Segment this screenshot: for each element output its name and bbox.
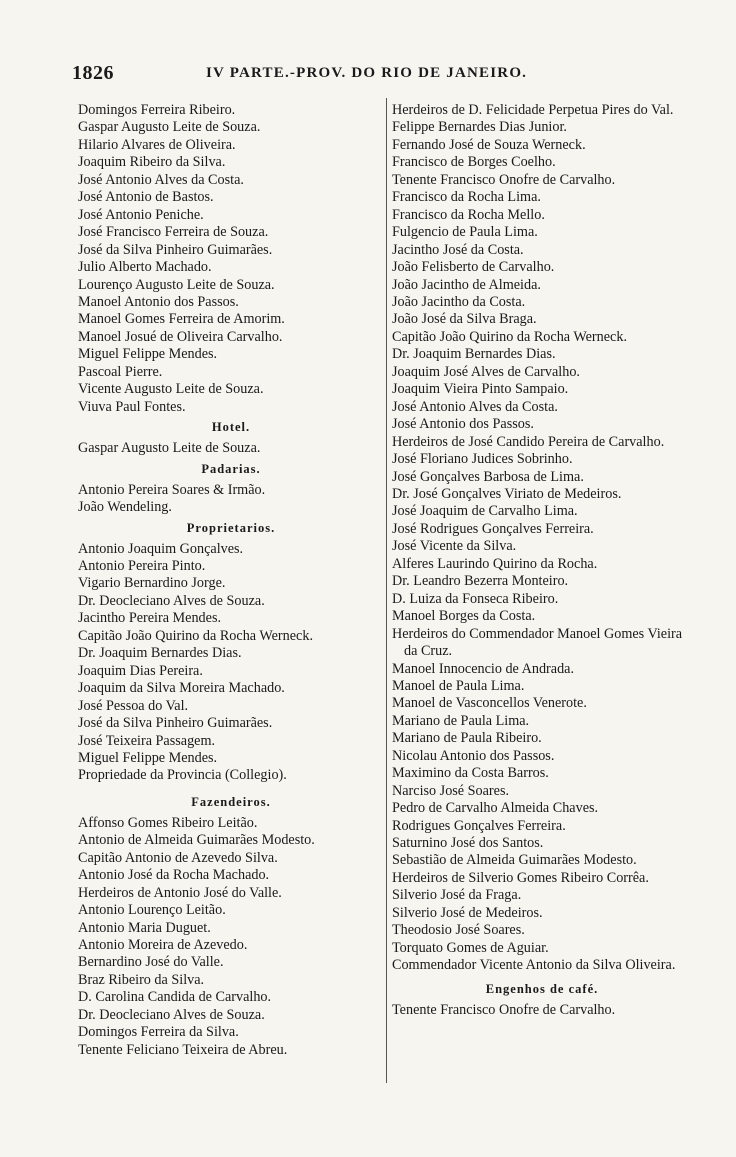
section-heading-engenhos: Engenhos de café.	[485, 981, 599, 996]
list-item: Commendador Vicente Antonio da Silva Oliveira.	[392, 957, 676, 974]
list-item: Domingos Ferreira da Silva.	[78, 1024, 239, 1041]
section-heading-fazendeiros: Fazendeiros.	[191, 794, 271, 809]
list-item: José Teixeira Passagem.	[78, 732, 216, 749]
list-item: Manoel Innocencio de Andrada.	[392, 660, 575, 677]
list-item: Silverio José de Medeiros.	[392, 904, 543, 921]
list-item: Alferes Laurindo Quirino da Rocha.	[392, 555, 598, 572]
list-item: José Antonio Peniche.	[78, 206, 204, 223]
spacer	[78, 785, 384, 791]
list-item: Nicolau Antonio dos Passos.	[392, 747, 555, 764]
list-item: João Jacintho de Almeida.	[392, 276, 541, 293]
list-item: Antonio Joaquim Gonçalves.	[78, 540, 244, 557]
list-item: Dr. Deocleciano Alves de Souza.	[78, 1006, 265, 1023]
list-item: Joaquim Vieira Pinto Sampaio.	[392, 381, 569, 398]
running-head: IV PARTE.-PROV. DO RIO DE JANEIRO.	[206, 65, 528, 81]
list-item: Julio Alberto Machado.	[78, 259, 212, 276]
list-item: Rodrigues Gonçalves Ferreira.	[392, 817, 566, 834]
list-item: Theodosio José Soares.	[392, 922, 525, 939]
list-item: Gaspar Augusto Leite de Souza.	[78, 119, 261, 136]
list-item: Fernando José de Souza Werneck.	[392, 136, 586, 153]
list-item: Hilario Alvares de Oliveira.	[78, 136, 236, 153]
list-item: Capitão Antonio de Azevedo Silva.	[78, 849, 278, 866]
list-item: Dr. José Gonçalves Viriato de Medeiros.	[392, 485, 622, 502]
list-item: Silverio José da Fraga.	[392, 887, 522, 904]
list-item: Dr. Leandro Bezerra Monteiro.	[392, 573, 569, 590]
top-entry-list	[78, 102, 384, 416]
column-divider	[386, 98, 387, 1083]
section-heading-hotel: Hotel.	[211, 420, 251, 435]
list-item: Francisco da Rocha Mello.	[392, 206, 545, 223]
list-item: Dr. Joaquim Bernardes Dias.	[78, 645, 242, 662]
hotel-list	[78, 440, 384, 457]
list-item: Antonio José da Rocha Machado.	[78, 867, 270, 884]
list-item: Pascoal Pierre.	[78, 363, 163, 380]
list-item: Narciso José Soares.	[392, 782, 510, 799]
list-item: Joaquim José Alves de Carvalho.	[392, 363, 580, 380]
list-item: Capitão João Quirino da Rocha Werneck.	[78, 627, 313, 644]
section-heading-padarias: Padarias.	[201, 461, 261, 476]
list-item: Miguel Felippe Mendes.	[78, 346, 218, 363]
list-item: João Jacintho da Costa.	[392, 293, 526, 310]
right-entry-list	[392, 102, 692, 975]
list-item: Fulgencio de Paula Lima.	[392, 224, 538, 241]
list-item: Antonio Moreira de Azevedo.	[78, 937, 248, 954]
list-item: Antonio Pereira Pinto.	[78, 557, 206, 574]
list-item: Manoel de Vasconcellos Venerote.	[392, 695, 587, 712]
list-item: José da Silva Pinheiro Guimarães.	[78, 241, 273, 258]
list-item: Miguel Felippe Mendes.	[78, 749, 218, 766]
list-item: José Gonçalves Barbosa de Lima.	[392, 468, 584, 485]
page-number: 1826	[72, 62, 114, 84]
list-item: Francisco da Rocha Lima.	[392, 189, 541, 206]
proprietarios-list	[78, 541, 384, 785]
fazendeiros-list	[78, 815, 384, 1059]
list-item: Propriedade da Provincia (Collegio).	[78, 767, 287, 784]
list-item: D. Carolina Candida de Carvalho.	[78, 989, 272, 1006]
list-item: Manoel Borges da Costa.	[392, 608, 536, 625]
list-item: Tenente Francisco Onofre de Carvalho.	[392, 1001, 616, 1018]
list-item: Pedro de Carvalho Almeida Chaves.	[392, 800, 599, 817]
list-item: João Wendeling.	[78, 499, 172, 516]
list-item: José Antonio Alves da Costa.	[392, 398, 558, 415]
list-item: Manoel Antonio dos Passos.	[78, 293, 239, 310]
list-item: João José da Silva Braga.	[392, 311, 537, 328]
list-item: Herdeiros do Commendador Manoel Gomes Vieira da Cruz.	[392, 625, 683, 660]
list-item: D. Luiza da Fonseca Ribeiro.	[392, 590, 559, 607]
list-item: Capitão João Quirino da Rocha Werneck.	[392, 328, 627, 345]
list-item: Saturnino José dos Santos.	[392, 835, 544, 852]
padarias-list	[78, 482, 384, 517]
list-item: Jacintho José da Costa.	[392, 241, 524, 258]
page-header	[72, 62, 692, 86]
list-item: Manoel Josué de Oliveira Carvalho.	[78, 328, 283, 345]
list-item: Herdeiros de José Candido Pereira de Carvalho.	[392, 433, 665, 450]
list-item: Jacintho Pereira Mendes.	[78, 610, 222, 627]
list-item: Tenente Francisco Onofre de Carvalho.	[392, 171, 616, 188]
list-item: José Joaquim de Carvalho Lima.	[392, 503, 578, 520]
list-item: Manoel de Paula Lima.	[392, 677, 525, 694]
list-item: Felippe Bernardes Dias Junior.	[392, 119, 567, 136]
list-item: Mariano de Paula Ribeiro.	[392, 730, 542, 747]
engenhos-list	[392, 1002, 692, 1019]
list-item: Antonio Lourenço Leitão.	[78, 902, 226, 919]
list-item: Herdeiros de Silverio Gomes Ribeiro Corrêa.	[392, 869, 649, 886]
list-item: Bernardino José do Valle.	[78, 954, 224, 971]
list-item: Dr. Deocleciano Alves de Souza.	[78, 592, 265, 609]
list-item: Antonio de Almeida Guimarães Modesto.	[78, 832, 315, 849]
list-item: Lourenço Augusto Leite de Souza.	[78, 276, 275, 293]
list-item: Braz Ribeiro da Silva.	[78, 971, 205, 988]
list-item: Maximino da Costa Barros.	[392, 765, 549, 782]
list-item: Joaquim Dias Pereira.	[78, 662, 203, 679]
list-item: Vigario Bernardino Jorge.	[78, 575, 226, 592]
list-item: Herdeiros de D. Felicidade Perpetua Pires do Val.	[392, 102, 674, 118]
list-item: José Antonio Alves da Costa.	[78, 171, 244, 188]
list-item: Antonio Maria Duguet.	[78, 919, 211, 936]
list-item: Gaspar Augusto Leite de Souza.	[78, 440, 261, 457]
list-item: Domingos Ferreira Ribeiro.	[78, 102, 236, 118]
list-item: Sebastião de Almeida Guimarães Modesto.	[392, 852, 637, 869]
list-item: Antonio Pereira Soares & Irmão.	[78, 481, 266, 498]
list-item: Vicente Augusto Leite de Souza.	[78, 381, 264, 398]
list-item: Tenente Feliciano Teixeira de Abreu.	[78, 1041, 288, 1058]
list-item: Joaquim da Silva Moreira Machado.	[78, 680, 285, 697]
right-column	[392, 102, 692, 1019]
list-item: Joaquim Ribeiro da Silva.	[78, 154, 226, 171]
list-item: José Francisco Ferreira de Souza.	[78, 224, 269, 241]
list-item: José da Silva Pinheiro Guimarães.	[78, 715, 273, 732]
list-item: Dr. Joaquim Bernardes Dias.	[392, 346, 556, 363]
left-column	[78, 102, 384, 1059]
list-item: Manoel Gomes Ferreira de Amorim.	[78, 311, 285, 328]
list-item: Affonso Gomes Ribeiro Leitão.	[78, 814, 258, 831]
list-item: José Antonio de Bastos.	[78, 189, 214, 206]
list-item: João Felisberto de Carvalho.	[392, 259, 555, 276]
list-item: Mariano de Paula Lima.	[392, 712, 530, 729]
list-item: Viuva Paul Fontes.	[78, 398, 186, 415]
list-item: José Vicente da Silva.	[392, 538, 517, 555]
list-item: José Antonio dos Passos.	[392, 416, 534, 433]
list-item: Francisco de Borges Coelho.	[392, 154, 556, 171]
list-item: José Floriano Judices Sobrinho.	[392, 451, 573, 468]
list-item: José Rodrigues Gonçalves Ferreira.	[392, 520, 594, 537]
list-item: Herdeiros de Antonio José do Valle.	[78, 884, 282, 901]
section-heading-proprietarios: Proprietarios.	[186, 520, 276, 535]
list-item: Torquato Gomes de Aguiar.	[392, 939, 549, 956]
list-item: José Pessoa do Val.	[78, 697, 189, 714]
